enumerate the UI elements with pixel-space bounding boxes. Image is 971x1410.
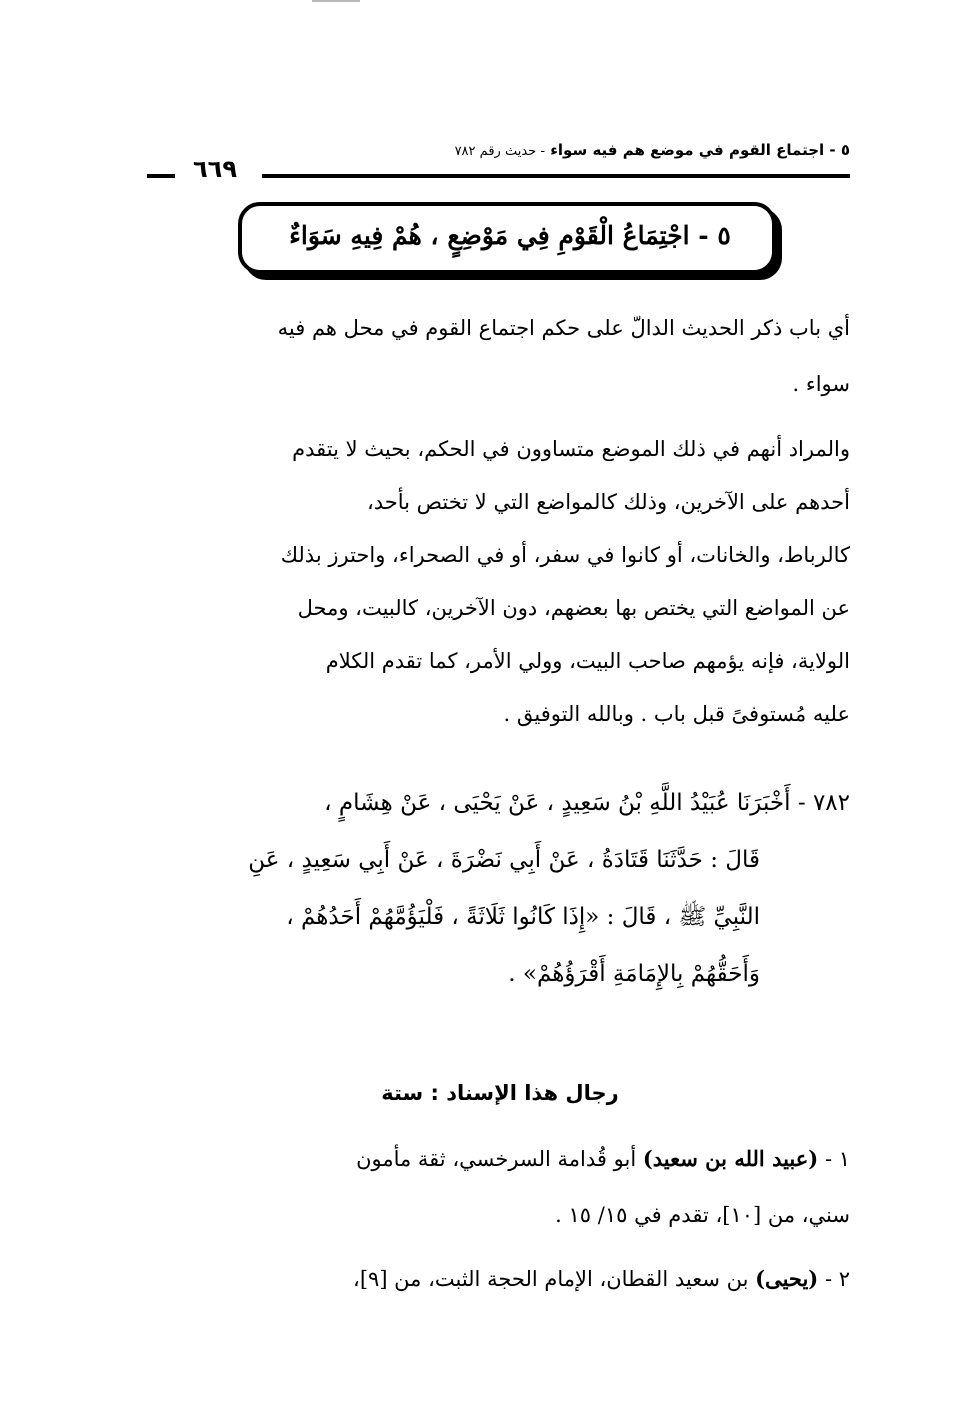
narrator-line bbox=[148, 1251, 850, 1307]
hadith-line: النَّبِيِّ ﷺ ، قَالَ : «إِذَا كَانُوا ثَلَاثَةً ، فَلْيَؤُمَّهُمْ أَحَدُهُمْ ، bbox=[286, 904, 760, 930]
narrator-line: سني، من [١٠]، تقدم في ١٥/ ١٥ . bbox=[555, 1203, 850, 1227]
narrator-name: (يحيى) bbox=[755, 1266, 819, 1291]
narrator-entry-2 bbox=[148, 1251, 850, 1307]
hadith-line: ٧٨٢ - أَخْبَرَنَا عُبَيْدُ اللَّهِ بْنُ سَعِيدٍ ، عَنْ يَحْيَى ، عَنْ هِشَامٍ ، bbox=[324, 790, 850, 816]
hadith-reference: - حديث رقم ٧٨٢ bbox=[454, 144, 546, 159]
hadith-line: قَالَ : حَدَّثَنَا قَتَادَةُ ، عَنْ أَبِي نَضْرَةَ ، عَنْ أَبِي سَعِيدٍ ، عَنِ bbox=[248, 847, 760, 873]
running-header bbox=[370, 137, 850, 163]
narrator-line bbox=[148, 1131, 850, 1187]
page-top-mark bbox=[312, 0, 360, 2]
header-rule bbox=[262, 174, 850, 178]
text-line: والمراد أنهم في ذلك الموضع متساوون في الحكم، بحيث لا يتقدم bbox=[292, 437, 850, 461]
narrator-name: (عبيد الله بن سعيد) bbox=[642, 1146, 819, 1171]
header-rule-short bbox=[147, 174, 175, 178]
hadith-text bbox=[148, 775, 850, 1003]
text-line: سواء . bbox=[792, 372, 850, 396]
text-line: الولاية، فإنه يؤمهم صاحب البيت، وولي الأمر، كما تقدم الكلام bbox=[325, 649, 850, 673]
explanation-paragraph bbox=[148, 423, 850, 741]
rijal-heading: رجال هذا الإسناد : ستة bbox=[381, 1081, 619, 1105]
text-line: أي باب ذكر الحديث الدالّ على حكم اجتماع القوم في محل هم فيه bbox=[277, 316, 850, 340]
narrator-number: ٢ - bbox=[824, 1267, 850, 1291]
narrator-number: ١ - bbox=[824, 1147, 850, 1171]
hadith-line: وَأَحَقُّهُمْ بِالإِمَامَةِ أَقْرَؤُهُمْ» . bbox=[508, 961, 760, 987]
page-number: ٦٦٩ bbox=[193, 155, 237, 183]
running-title: ٥ - اجتماع القوم في موضع هم فيه سواء bbox=[550, 141, 850, 159]
text-line: عن المواضع التي يختص بها بعضهم، دون الآخرين، كالبيت، ومحل bbox=[297, 596, 850, 620]
chapter-title: ٥ - اجْتِمَاعُ الْقَوْمِ فِي مَوْضِعٍ ، هُمْ فِيهِ سَوَاءٌ bbox=[289, 221, 731, 250]
text-line: كالرباط، والخانات، أو كانوا في سفر، أو في الصحراء، واحترز بذلك bbox=[280, 543, 850, 567]
narrator-description: أبو قُدامة السرخسي، ثقة مأمون bbox=[356, 1147, 637, 1171]
narrator-description: بن سعيد القطان، الإمام الحجة الثبت، من [٩]، bbox=[353, 1267, 749, 1291]
intro-paragraph bbox=[148, 300, 850, 412]
text-line: أحدهم على الآخرين، وذلك كالمواضع التي لا تختص بأحد، bbox=[366, 490, 850, 514]
text-line: عليه مُستوفىً قبل باب . وبالله التوفيق . bbox=[503, 702, 850, 726]
narrator-entry-1 bbox=[148, 1131, 850, 1243]
